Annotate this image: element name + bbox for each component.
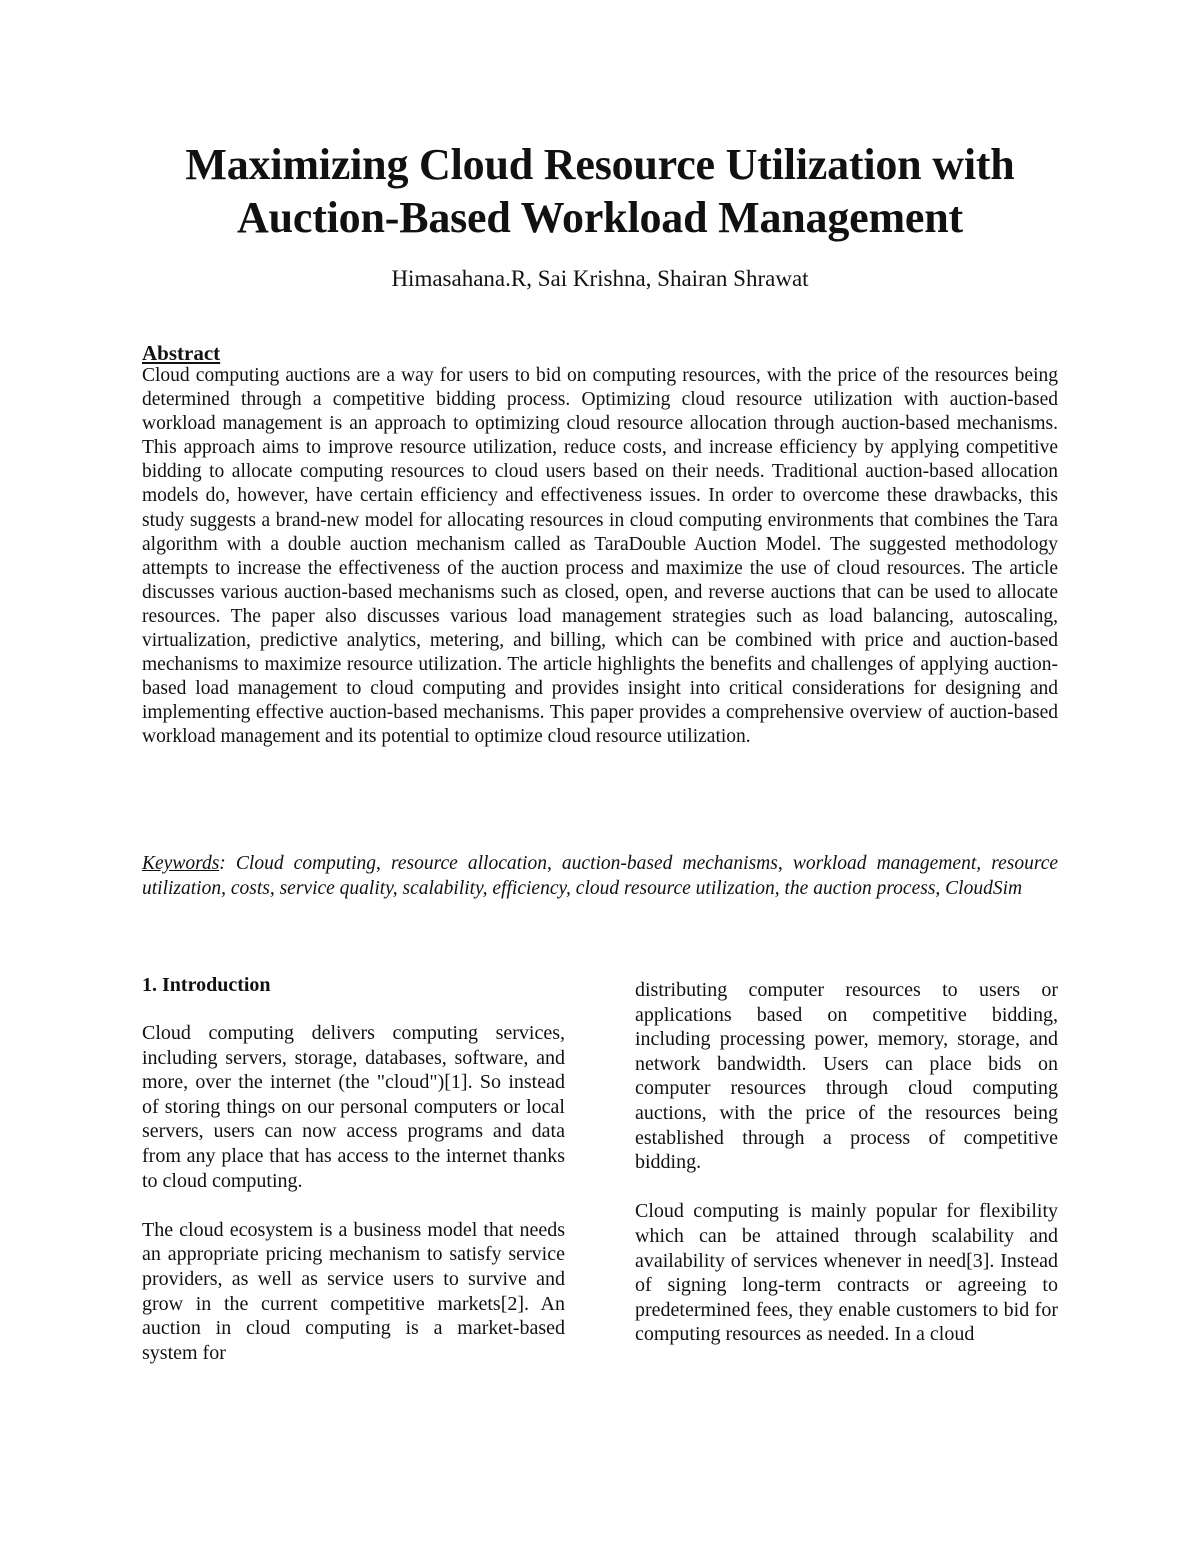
- keywords-separator: :: [219, 853, 236, 874]
- abstract-heading: Abstract: [142, 341, 221, 365]
- introduction-paragraph-2: The cloud ecosystem is a business model that needs an appropriate pricing mechanism to satisfy service providers, as well as service users to survive and grow in the current competitive markets[2]. An auction in cloud computing is a market-based system for: [142, 1218, 565, 1364]
- paper-title-line-2: Auction-Based Workload Management: [237, 193, 963, 242]
- introduction-paragraph-4: Cloud computing is mainly popular for flexibility which can be attained through scalability and availability of services whenever in need[3]. Instead of signing long-term contracts or agreeing to predetermined fees, they enable customers to bid for computing resources as needed. In a cloud: [635, 1200, 1058, 1346]
- introduction-paragraph-3: distributing computer resources to users or applications based on competitive bidding, including processing power, memory, storage, and network bandwidth. Users can place bids on computer resources through cloud computing auctions, with the price of the resources being established through a process of competitive bidding.: [635, 979, 1058, 1174]
- keywords-label: Keywords: [142, 853, 220, 874]
- introduction-heading: 1. Introduction: [142, 974, 271, 996]
- introduction-paragraph-1: Cloud computing delivers computing services, including servers, storage, databases, software, and more, over the internet (the "cloud")[1]. So instead of storing things on our personal computers or local servers, users can now access programs and data from any place that has access to the internet thanks to cloud computing.: [142, 1022, 565, 1192]
- keywords-text: Cloud computing, resource allocation, auction-based mechanisms, workload management, resource utilization, costs, service quality, scalability, efficiency, cloud resource utilization, the auction process, CloudSim: [142, 853, 1058, 899]
- paper-title: [100, 138, 1100, 244]
- right-column: [635, 978, 1058, 1372]
- keywords: [142, 852, 1058, 901]
- abstract-body: Cloud computing auctions are a way for users to bid on computing resources, with the price of the resources being determined through a competitive bidding process. Optimizing cloud resource utilization with auction-based workload management is an approach to optimizing cloud resource allocation through auction-based mechanisms. This approach aims to improve resource utilization, reduce costs, and increase efficiency by applying competitive bidding to allocate computing resources to cloud users based on their needs. Traditional auction-based allocation models do, however, have certain efficiency and effectiveness issues. In order to overcome these drawbacks, this study suggests a brand-new model for allocating resources in cloud computing environments that combines the Tara algorithm with a double auction mechanism called as TaraDouble Auction Model. The suggested methodology attempts to increase the effectiveness of the auction process and maximize the use of cloud resources. The article discusses various auction-based mechanisms such as closed, open, and reverse auctions that can be used to allocate resources. The paper also discusses various load management strategies such as load balancing, autoscaling, virtualization, predictive analytics, metering, and billing, which can be combined with price and auction-based mechanisms to maximize resource utilization. The article highlights the benefits and challenges of applying auction-based load management to cloud computing and provides insight into critical considerations for designing and implementing effective auction-based mechanisms. This paper provides a comprehensive overview of auction-based workload management and its potential to optimize cloud resource utilization.: [142, 365, 1058, 748]
- paper-title-line-1: Maximizing Cloud Resource Utilization with: [185, 140, 1015, 189]
- paper-authors: Himasahana.R, Sai Krishna, Shairan Shrawat: [391, 266, 809, 291]
- left-column: [142, 972, 565, 1390]
